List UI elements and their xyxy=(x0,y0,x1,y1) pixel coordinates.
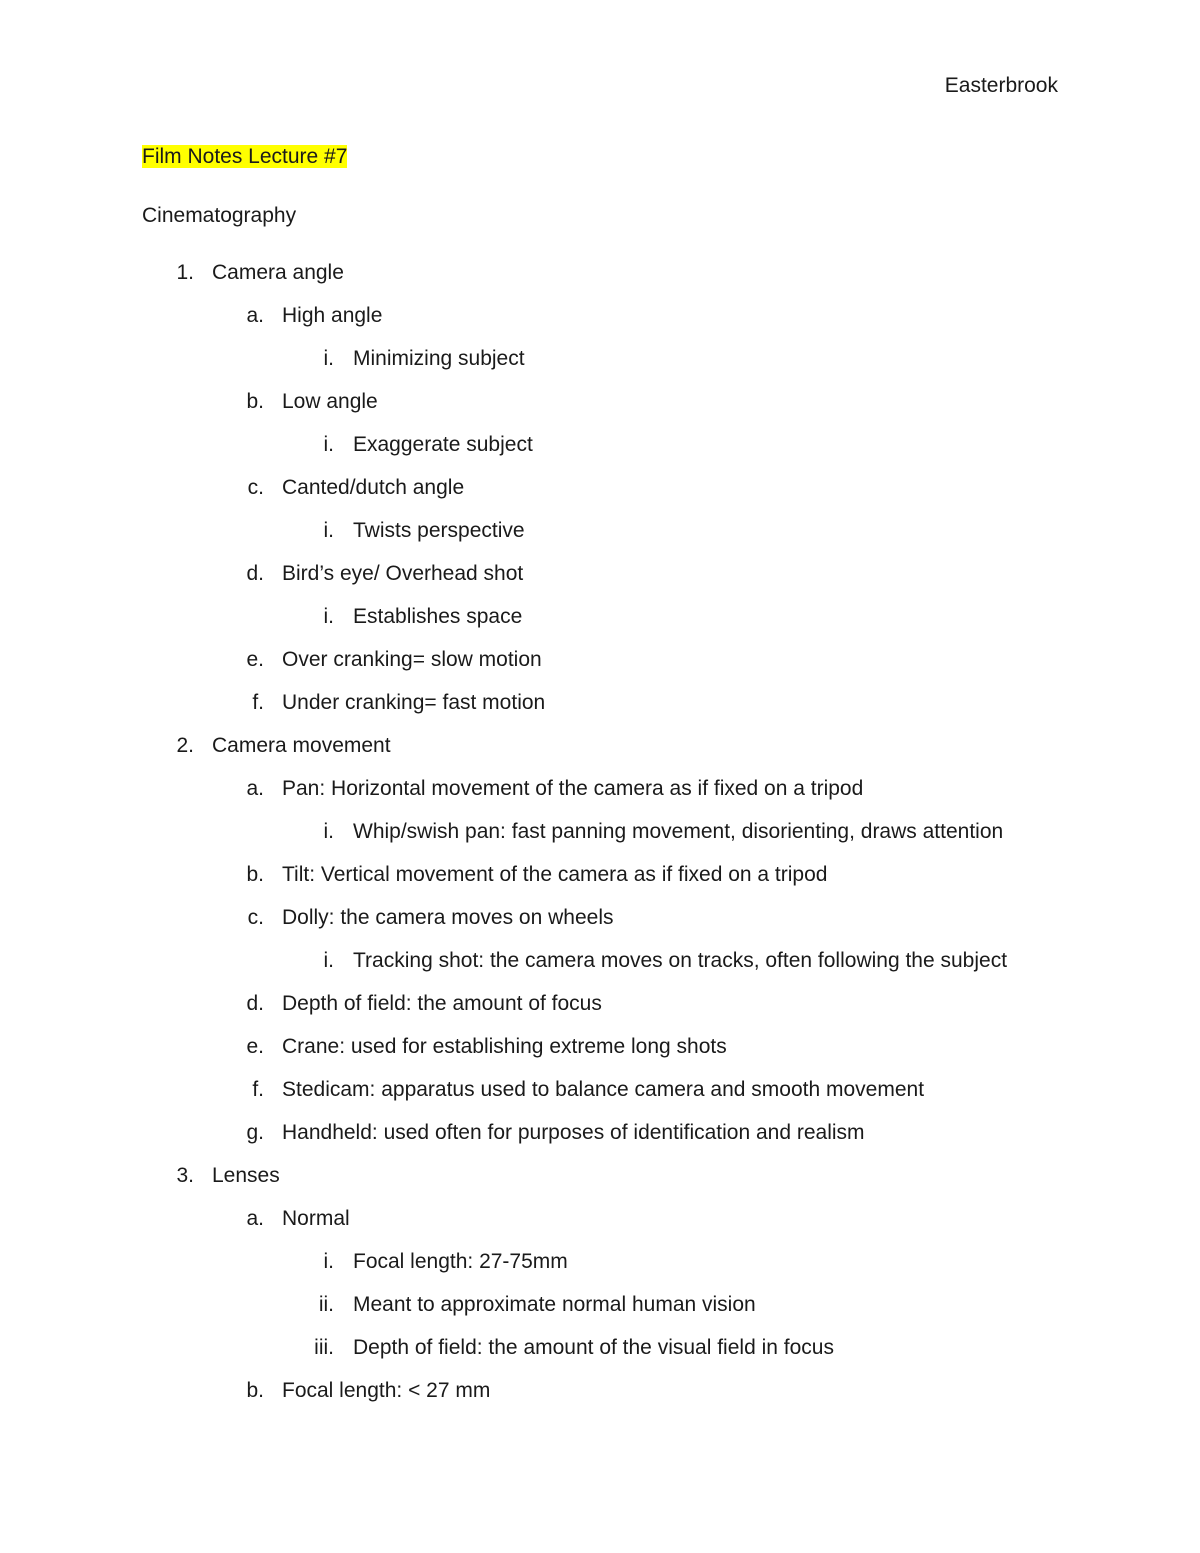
list-item-text: Canted/dutch angle xyxy=(282,476,465,499)
outline-item-level-2 xyxy=(0,475,1200,518)
list-item-text: Whip/swish pan: fast panning movement, disorienting, draws attention xyxy=(353,820,1004,843)
list-item-text: Over cranking= slow motion xyxy=(282,648,542,671)
list-marker: c. xyxy=(247,476,264,499)
outline-item-level-3 xyxy=(0,948,1200,991)
list-marker: e. xyxy=(246,1035,264,1058)
list-item-text: Handheld: used often for purposes of identification and realism xyxy=(282,1121,865,1144)
list-marker: c. xyxy=(247,906,264,929)
outline-item-level-2 xyxy=(0,862,1200,905)
list-marker: 3. xyxy=(176,1164,194,1187)
outline-item-level-2 xyxy=(0,1120,1200,1163)
lecture-outline xyxy=(0,260,1200,1421)
list-item-text: Camera angle xyxy=(212,261,344,284)
list-item-text: Tracking shot: the camera moves on tracks, often following the subject xyxy=(353,949,1008,972)
outline-item-level-2 xyxy=(0,905,1200,948)
header-author: Easterbrook xyxy=(944,74,1058,97)
list-item-text: Stedicam: apparatus used to balance camera and smooth movement xyxy=(282,1078,925,1101)
outline-item-level-2 xyxy=(0,690,1200,733)
outline-item-level-3 xyxy=(0,1249,1200,1292)
outline-item-level-3 xyxy=(0,1335,1200,1378)
outline-item-level-1 xyxy=(0,1163,1200,1206)
outline-item-level-1 xyxy=(0,260,1200,303)
list-marker: i. xyxy=(323,1250,334,1273)
list-item-text: Dolly: the camera moves on wheels xyxy=(282,906,614,929)
outline-item-level-3 xyxy=(0,819,1200,862)
list-marker: e. xyxy=(246,648,264,671)
list-marker: i. xyxy=(323,519,334,542)
highlighted-title-text: Film Notes Lecture #7 xyxy=(142,145,348,168)
list-item-text: Camera movement xyxy=(212,734,391,757)
list-marker: iii. xyxy=(314,1336,334,1359)
list-marker: i. xyxy=(323,949,334,972)
list-marker: b. xyxy=(246,1379,264,1402)
list-item-text: Tilt: Vertical movement of the camera as if fixed on a tripod xyxy=(282,863,828,886)
outline-item-level-2 xyxy=(0,389,1200,432)
list-marker: f. xyxy=(252,691,264,714)
list-marker: 1. xyxy=(176,261,194,284)
page-title xyxy=(142,144,347,170)
list-marker: f. xyxy=(252,1078,264,1101)
list-marker: g. xyxy=(246,1121,264,1144)
list-marker: i. xyxy=(323,820,334,843)
outline-item-level-3 xyxy=(0,518,1200,561)
list-marker: d. xyxy=(246,992,264,1015)
outline-item-level-2 xyxy=(0,561,1200,604)
list-item-text: Normal xyxy=(282,1207,350,1230)
outline-item-level-2 xyxy=(0,776,1200,819)
outline-item-level-3 xyxy=(0,346,1200,389)
list-item-text: Focal length: < 27 mm xyxy=(282,1379,491,1402)
list-item-text: Establishes space xyxy=(353,605,523,628)
outline-item-level-2 xyxy=(0,1378,1200,1421)
list-marker: i. xyxy=(323,347,334,370)
outline-item-level-3 xyxy=(0,604,1200,647)
list-marker: b. xyxy=(246,390,264,413)
list-item-text: Pan: Horizontal movement of the camera as if fixed on a tripod xyxy=(282,777,864,800)
list-item-text: Exaggerate subject xyxy=(353,433,533,456)
outline-item-level-3 xyxy=(0,1292,1200,1335)
list-marker: 2. xyxy=(176,734,194,757)
list-marker: a. xyxy=(246,777,264,800)
list-item-text: Twists perspective xyxy=(353,519,525,542)
list-marker: b. xyxy=(246,863,264,886)
list-marker: d. xyxy=(246,562,264,585)
list-item-text: Depth of field: the amount of the visual field in focus xyxy=(353,1336,834,1359)
list-marker: i. xyxy=(323,605,334,628)
outline-item-level-2 xyxy=(0,1206,1200,1249)
outline-item-level-2 xyxy=(0,1034,1200,1077)
list-marker: ii. xyxy=(318,1293,334,1316)
list-item-text: Depth of field: the amount of focus xyxy=(282,992,602,1015)
list-marker: i. xyxy=(323,433,334,456)
list-item-text: Under cranking= fast motion xyxy=(282,691,546,714)
list-item-text: Crane: used for establishing extreme long shots xyxy=(282,1035,727,1058)
outline-item-level-1 xyxy=(0,733,1200,776)
outline-item-level-2 xyxy=(0,1077,1200,1120)
list-item-text: Focal length: 27-75mm xyxy=(353,1250,568,1273)
list-marker: a. xyxy=(246,304,264,327)
list-item-text: High angle xyxy=(282,304,383,327)
outline-item-level-2 xyxy=(0,991,1200,1034)
list-item-text: Lenses xyxy=(212,1164,280,1187)
list-item-text: Minimizing subject xyxy=(353,347,525,370)
outline-item-level-2 xyxy=(0,647,1200,690)
section-heading: Cinematography xyxy=(142,204,297,227)
outline-item-level-3 xyxy=(0,432,1200,475)
list-item-text: Bird’s eye/ Overhead shot xyxy=(282,562,524,585)
list-marker: a. xyxy=(246,1207,264,1230)
list-item-text: Meant to approximate normal human vision xyxy=(353,1293,756,1316)
outline-item-level-2 xyxy=(0,303,1200,346)
list-item-text: Low angle xyxy=(282,390,378,413)
